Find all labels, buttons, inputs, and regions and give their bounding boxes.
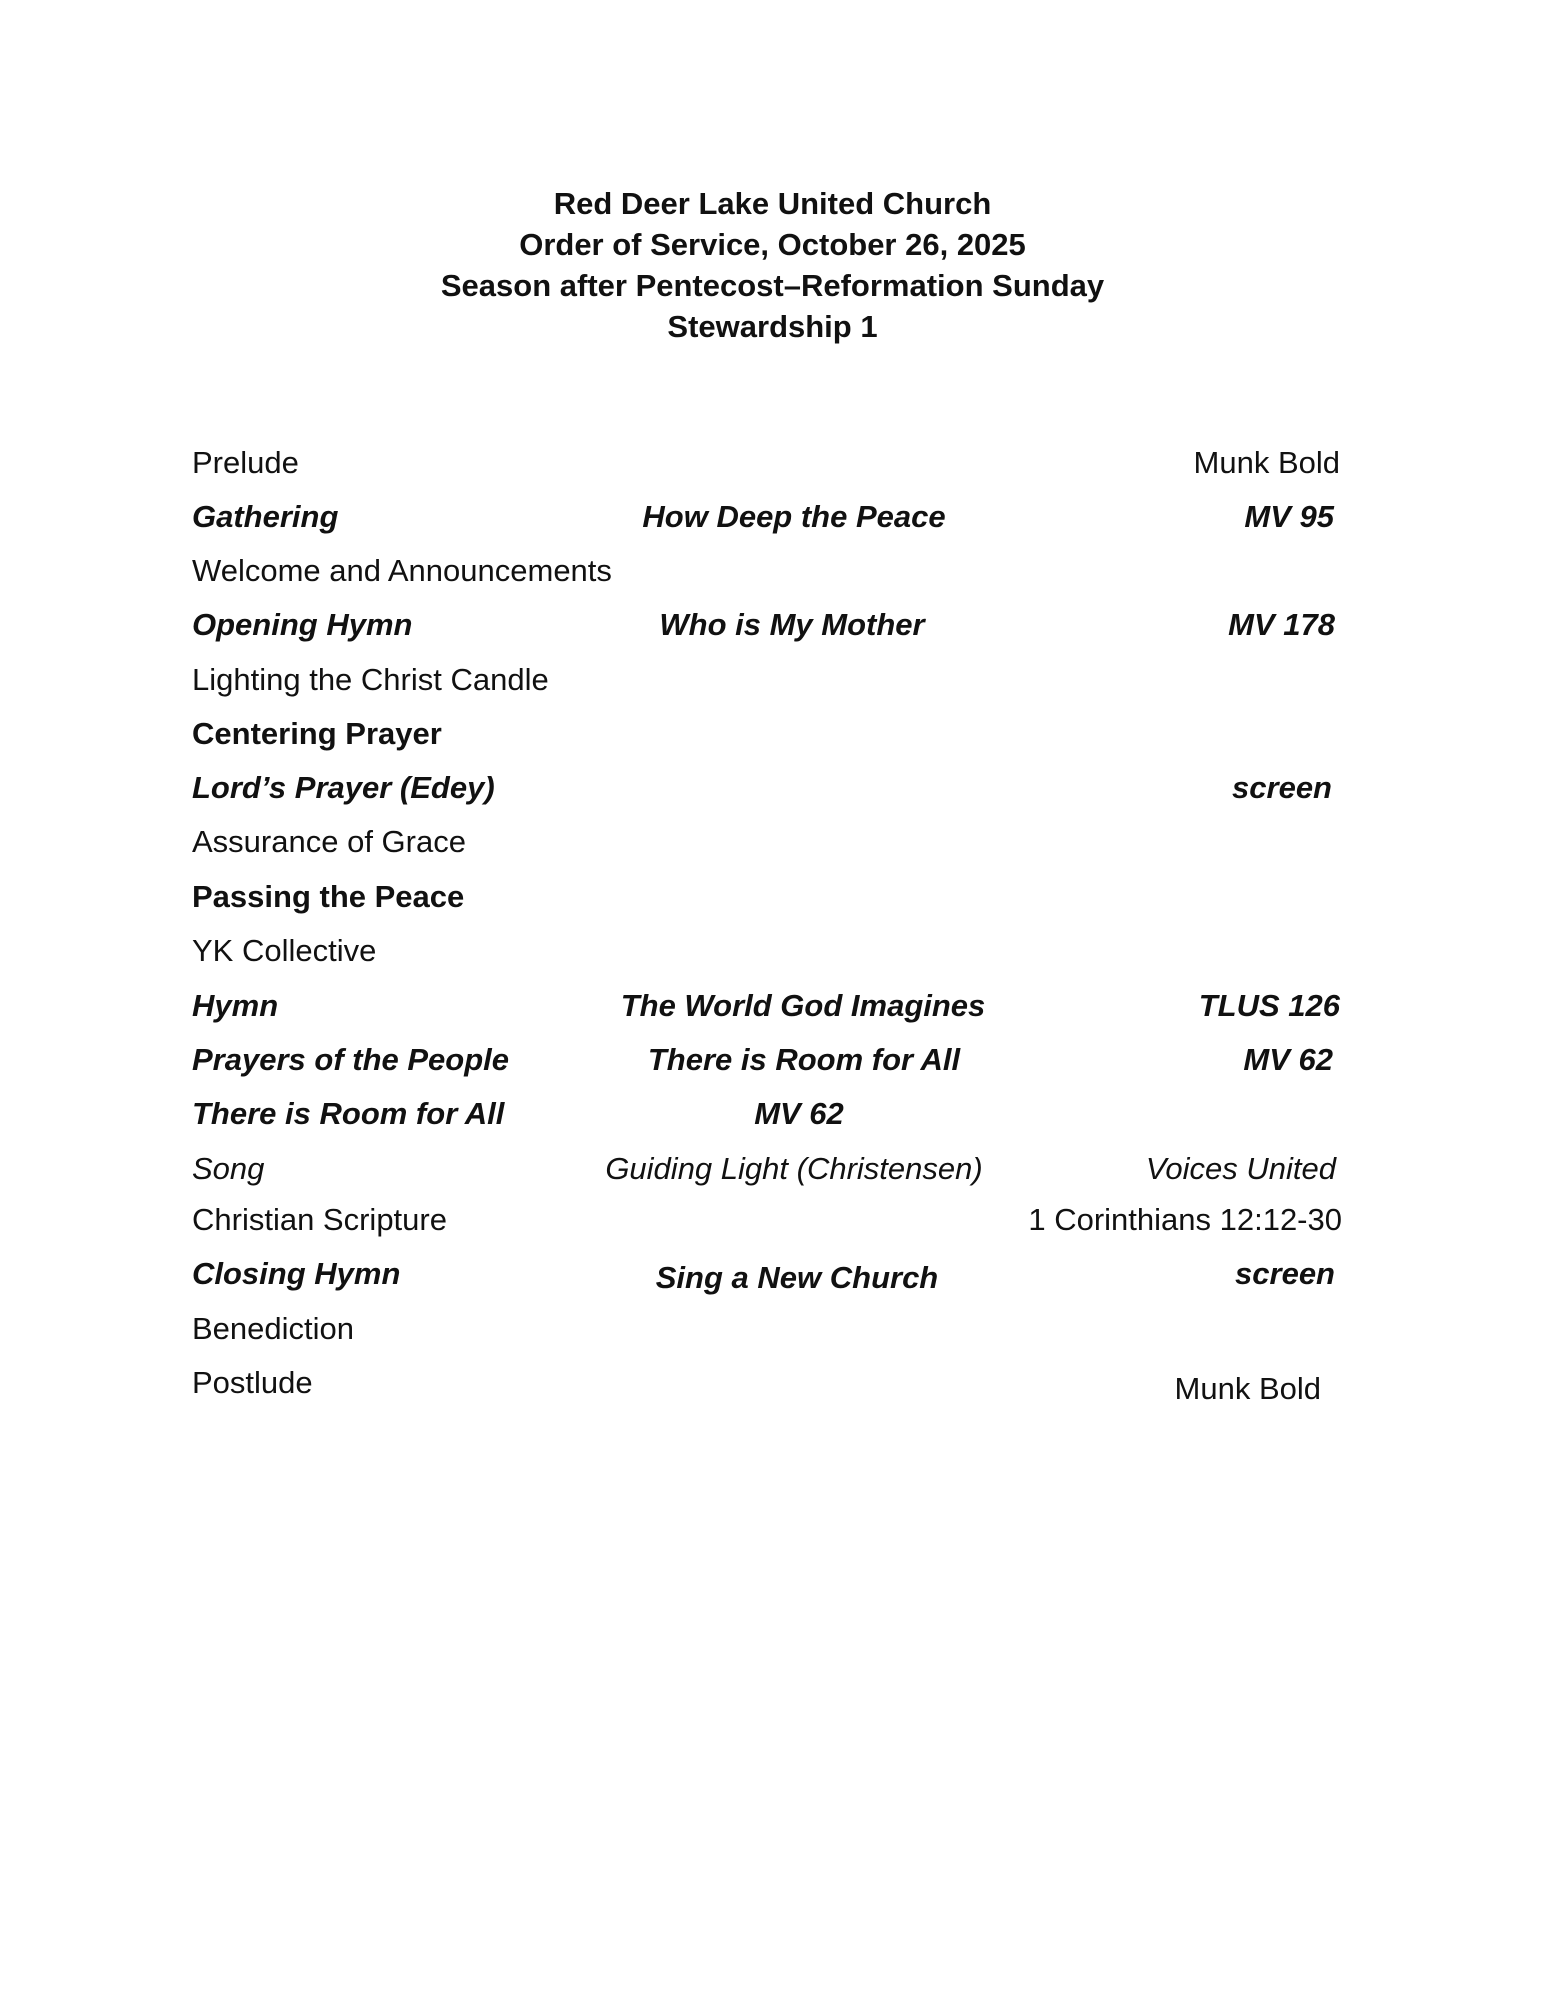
service-row-postlude [0, 1360, 1545, 1406]
service-row-centering-prayer [0, 711, 1545, 757]
service-row-welcome [0, 548, 1545, 594]
service-item-ref: Munk Bold [1193, 445, 1340, 480]
service-item-label: Song [192, 1151, 265, 1186]
service-row-song [0, 1146, 1545, 1192]
service-item-title: Who is My Mother [659, 607, 925, 642]
service-item-title: Sing a New Church [655, 1260, 939, 1295]
service-row-opening-hymn [0, 602, 1545, 648]
service-item-label: Postlude [192, 1365, 313, 1400]
service-item-label: Centering Prayer [192, 716, 442, 751]
church-name: Red Deer Lake United Church [553, 186, 992, 221]
service-row-gathering [0, 494, 1545, 540]
service-row-prayers-people [0, 1037, 1545, 1083]
service-row-room-for-all [0, 1091, 1545, 1137]
service-item-ref: screen [1232, 770, 1332, 805]
service-date-title: Order of Service, October 26, 2025 [519, 227, 1026, 262]
service-item-title: How Deep the Peace [642, 499, 946, 534]
service-item-label: Passing the Peace [192, 879, 465, 914]
service-item-ref: TLUS 126 [1198, 988, 1340, 1023]
service-row-benediction [0, 1306, 1545, 1352]
service-item-label: There is Room for All [192, 1096, 505, 1131]
service-item-ref: 1 Corinthians 12:12-30 [1028, 1202, 1342, 1237]
service-row-passing-peace [0, 874, 1545, 920]
service-item-label: Hymn [192, 988, 279, 1023]
service-item-label: Gathering [192, 499, 339, 534]
service-item-label: Assurance of Grace [192, 824, 466, 859]
service-row-scripture [0, 1197, 1545, 1243]
service-item-label: Lighting the Christ Candle [192, 662, 549, 697]
service-row-closing-hymn [0, 1251, 1545, 1297]
service-item-title: Guiding Light (Christensen) [605, 1151, 983, 1186]
service-item-label: Prelude [192, 445, 299, 480]
service-item-label: Welcome and Announcements [192, 553, 612, 588]
service-row-lords-prayer [0, 765, 1545, 811]
service-item-ref: Voices United [1145, 1151, 1336, 1186]
service-row-assurance [0, 819, 1545, 865]
service-item-label: YK Collective [192, 933, 377, 968]
service-row-hymn [0, 983, 1545, 1029]
service-item-ref: MV 95 [1244, 499, 1334, 534]
service-item-ref: screen [1235, 1256, 1335, 1291]
service-item-label: Closing Hymn [192, 1256, 401, 1291]
service-item-label: Christian Scripture [192, 1202, 447, 1237]
service-item-title: There is Room for All [647, 1042, 961, 1077]
service-item-label: Prayers of the People [192, 1042, 510, 1077]
stewardship-subtitle: Stewardship 1 [667, 309, 878, 344]
service-item-label: Benediction [192, 1311, 355, 1346]
service-row-christ-candle [0, 657, 1545, 703]
liturgical-season: Season after Pentecost–Reformation Sunday [440, 268, 1105, 303]
service-item-ref: Munk Bold [1174, 1371, 1321, 1406]
service-item-label: Opening Hymn [192, 607, 413, 642]
service-item-ref: MV 178 [1228, 607, 1335, 642]
document-header [0, 183, 1545, 347]
service-row-prelude [0, 440, 1545, 486]
service-item-label: Lord’s Prayer (Edey) [192, 770, 495, 805]
service-row-yk-collective [0, 928, 1545, 974]
service-item-title: MV 62 [754, 1096, 844, 1131]
service-item-ref: MV 62 [1243, 1042, 1333, 1077]
service-item-title: The World God Imagines [620, 988, 986, 1023]
